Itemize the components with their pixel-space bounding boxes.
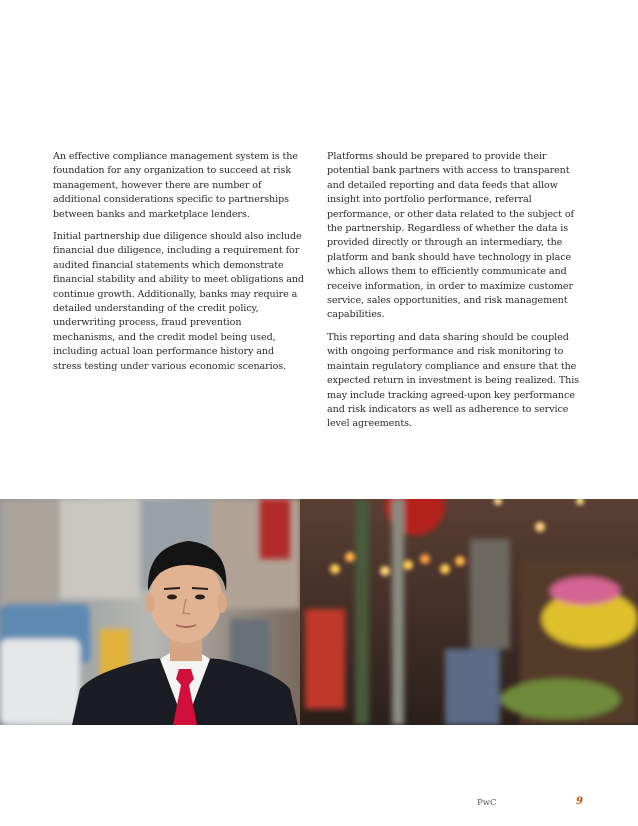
- right-paragraph-2: This reporting and data sharing should be coupled with ongoing performance and risk monitoring to maintain regulatory compliance and ensure that the expected return in investment is being realized. This may include tracking agreed-upon key performance and risk indicators as well as adherence to service level agreements.: [327, 331, 580, 430]
- left-text-column: [53, 150, 305, 382]
- right-paragraph-1: Platforms should be prepared to provide their potential bank partners with access to transparent and detailed reporting and data feeds that allow insight into portfolio performance, referral performance, or other data related to the subject of the partnership. Regardless of whether the data is provided directly or through an intermediary, the platform and bank should have technology in place which allows them to efficiently communicate and receive information, in order to maximize customer service, sales opportunities, and risk management capabilities.: [327, 151, 575, 321]
- left-paragraph-2: Initial partnership due diligence should also include financial due diligence, including a requirement for audited financial statements which demonstrate financial stability and ability to meet obligations and continue growth. Additionally, banks may require a detailed understanding of the credit policy, underwriting process, fraud prevention mechanisms, and the credit model being used, including actual loan performance history and stress testing under various economic scenarios.: [53, 231, 304, 372]
- footer-brand: PwC: [477, 798, 497, 808]
- right-text-column: [327, 150, 585, 440]
- businessman-photo: [0, 499, 638, 725]
- page-number: 9: [576, 796, 583, 807]
- left-paragraph-1: An effective compliance management system is the foundation for any organization to succeed at risk management, however there are number of additional considerations specific to partnerships between banks and marketplace lenders.: [53, 151, 298, 220]
